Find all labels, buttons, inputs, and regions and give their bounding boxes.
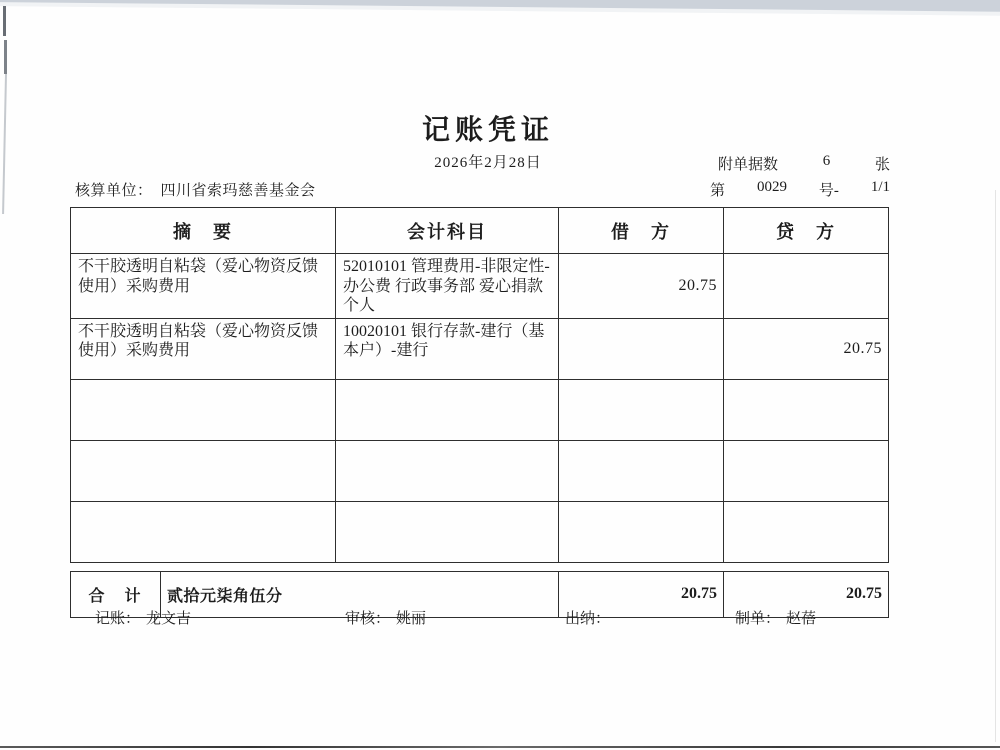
col-header-account: 会计科目: [336, 208, 559, 254]
cashier-label: 出纳：: [565, 611, 611, 627]
document-title: 记账凭证: [421, 115, 554, 146]
table-row: [71, 379, 889, 440]
cell-account: [336, 440, 559, 501]
table-row: [71, 501, 889, 562]
attachment-count-line: [718, 153, 890, 174]
table-row: [71, 440, 889, 501]
cell-account: 10020101 银行存款-建行（基本户）-建行: [336, 318, 559, 379]
attachment-label: 附单据数: [718, 157, 779, 173]
accounting-unit-label: 核算单位：: [75, 183, 153, 199]
total-amount-in-words: 贰拾元柒角伍分: [161, 571, 559, 617]
voucher-number-line: [710, 179, 890, 200]
cell-summary: 不干胶透明自粘袋（爱心物资反馈使用）采购费用: [71, 318, 336, 379]
scan-edge-right: [995, 190, 996, 742]
accounting-unit-value: 四川省索玛慈善基金会: [160, 183, 316, 199]
cell-account: [336, 501, 559, 562]
cell-debit: [559, 379, 724, 440]
voucher-date: 2026年2月28日: [434, 155, 542, 171]
cell-credit: 20.75: [724, 318, 889, 379]
cell-credit: [724, 501, 889, 562]
cashier-signature: [565, 607, 616, 628]
scan-edge-bottom: [0, 746, 1000, 748]
table-row: [71, 254, 889, 319]
cell-credit: [724, 440, 889, 501]
cell-credit: [724, 254, 889, 319]
reviewer-signature: [345, 607, 426, 628]
attachment-count: 6: [822, 153, 831, 169]
attachment-unit: 张: [874, 157, 890, 173]
bookkeeper-name: 龙文吉: [146, 611, 192, 627]
col-header-debit: 借 方: [559, 208, 724, 254]
scan-mark-left-1: [3, 6, 6, 36]
col-header-summary: 摘 要: [71, 208, 336, 254]
scan-mark-left-2: [4, 40, 7, 74]
cell-credit: [724, 379, 889, 440]
cell-summary: [71, 440, 336, 501]
reviewer-name: 姚丽: [396, 611, 427, 627]
voucher-no-prefix: 第: [710, 183, 726, 199]
cell-debit: [559, 501, 724, 562]
voucher-no-suffix: 号-: [818, 183, 839, 199]
cell-account: 52010101 管理费用-非限定性-办公费 行政事务部 爱心捐款个人: [336, 254, 559, 319]
voucher-no-number: 0029: [756, 179, 787, 195]
signature-row: [0, 607, 1000, 631]
cell-summary: [71, 379, 336, 440]
accounting-unit-line: [75, 179, 316, 200]
preparer-label: 制单：: [735, 611, 781, 627]
bookkeeper-label: 记账：: [95, 611, 141, 627]
bookkeeper-signature: [95, 607, 191, 628]
total-label: 合 计: [71, 571, 161, 617]
table-row: [71, 318, 889, 379]
preparer-signature: [735, 607, 816, 628]
cell-summary: [71, 501, 336, 562]
table-header-row: [71, 208, 889, 254]
voucher-table: [70, 207, 888, 618]
reviewer-label: 审核：: [345, 611, 391, 627]
entries-table: [70, 207, 889, 563]
cell-debit: [559, 440, 724, 501]
total-credit: 20.75: [724, 571, 889, 617]
cell-debit: 20.75: [559, 254, 724, 319]
total-debit: 20.75: [559, 571, 724, 617]
col-header-credit: 贷 方: [724, 208, 889, 254]
preparer-name: 赵蓓: [786, 611, 817, 627]
cell-summary: 不干胶透明自粘袋（爱心物资反馈使用）采购费用: [71, 254, 336, 319]
cell-account: [336, 379, 559, 440]
cell-debit: [559, 318, 724, 379]
voucher-no-page: 1/1: [870, 179, 890, 195]
